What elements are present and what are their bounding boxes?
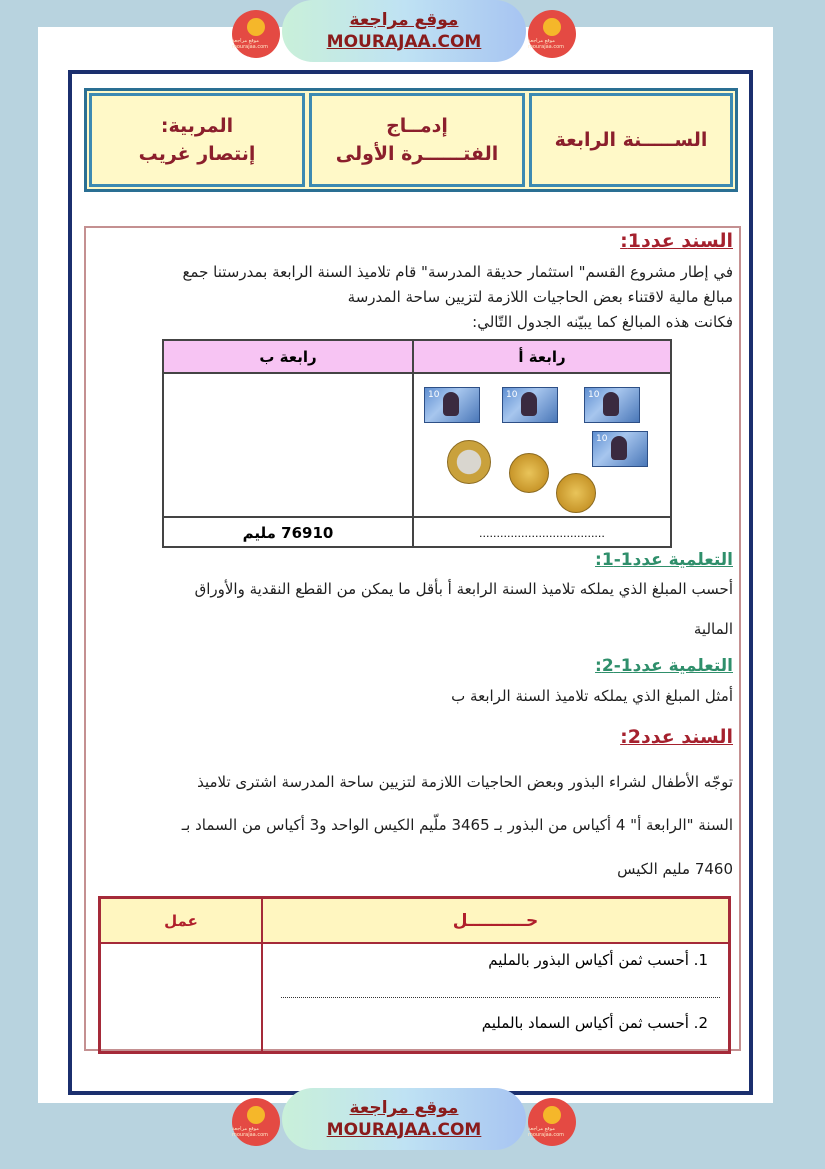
logo-icon: موقع مراجعة mourajaa.com [528, 1098, 576, 1146]
coin-icon [447, 440, 491, 484]
grade-cell [529, 93, 733, 187]
logo-icon: موقع مراجعة mourajaa.com [232, 1098, 280, 1146]
grade-label: الســـــنة الرابعة [554, 129, 708, 151]
banknote-icon: 10 [592, 431, 648, 467]
logo-icon: موقع مراجعة mourajaa.com [232, 10, 280, 58]
task1-1-text: أحسب المبلغ الذي يملكه تلاميذ السنة الرابعة أ بأقل ما يمكن من القطع النقدية والأوراق [194, 580, 733, 598]
doc1-title: السند عدد1: [620, 230, 733, 252]
solution-table [98, 896, 731, 1054]
question-2: 2. أحسب ثمن أكياس السماد بالمليم [481, 1014, 708, 1032]
teacher-label: المربية: [160, 115, 234, 137]
answer-line[interactable] [281, 997, 720, 998]
task1-2-text: أمثل المبلغ الذي يملكه تلاميذ السنة الرابعة ب [451, 687, 733, 705]
task1-1-text2: المالية [693, 620, 733, 638]
watermark-english: MOURAJAA.COM [326, 32, 482, 52]
money-table [162, 339, 672, 548]
watermark-pill[interactable] [282, 1088, 526, 1150]
header-table [84, 88, 738, 192]
doc2-line2: السنة "الرابعة أ" 4 أكياس من البذور بـ 3465 ملّيم الكيس الواحد و3 أكياس من السماد بـ [181, 816, 733, 834]
answer-a-field[interactable]: .................................... [479, 526, 605, 540]
watermark-arabic: موقع مراجعة [349, 10, 459, 30]
task1-2-title: التعلمية عدد1-2: [595, 656, 733, 676]
task1-1-title: التعلمية عدد1-1: [595, 550, 733, 570]
banknote-icon: 10 [424, 387, 480, 423]
value-b: 76910 مليم [242, 524, 334, 542]
work-header: عمل [164, 911, 198, 930]
teacher-cell [89, 93, 305, 187]
doc2-line1: توجّه الأطفال لشراء البذور وبعض الحاجيات اللازمة لتزيين ساحة المدرسة اشترى تلاميذ [197, 773, 733, 791]
banknote-icon: 10 [502, 387, 558, 423]
col-a-header: رابعة أ [414, 341, 670, 374]
doc2-title: السند عدد2: [620, 726, 733, 748]
doc1-line3: فكانت هذه المبالغ كما يبيّنه الجدول التّالي: [472, 313, 733, 331]
doc1-line1: في إطار مشروع القسم" استثمار حديقة المدرسة" قام تلاميذ السنة الرابعة بمدرستنا جمع [182, 263, 733, 281]
coin-icon [556, 473, 596, 513]
coin-icon [509, 453, 549, 493]
doc1-line2: مبالغ مالية لاقتناء بعض الحاجيات اللازمة لتزيين ساحة المدرسة [347, 288, 733, 306]
solution-header: حــــــــــل [452, 910, 539, 931]
watermark-english: MOURAJAA.COM [326, 1120, 482, 1140]
watermark-banner-bottom [0, 1080, 825, 1160]
doc2-line3: 7460 مليم الكيس [617, 860, 733, 878]
integration-label: إدمــاج [386, 115, 448, 137]
teacher-name: إنتصار غريب [138, 143, 256, 165]
period-label: الفتــــــرة الأولى [335, 143, 499, 165]
watermark-pill[interactable] [282, 0, 526, 62]
logo-icon: موقع مراجعة mourajaa.com [528, 10, 576, 58]
question-1: 1. أحسب ثمن أكياس البذور بالمليم [488, 951, 708, 969]
banknote-icon: 10 [584, 387, 640, 423]
watermark-arabic: موقع مراجعة [349, 1098, 459, 1118]
period-cell [309, 93, 525, 187]
watermark-banner-top [0, 0, 825, 72]
col-b-header: رابعة ب [164, 341, 412, 374]
